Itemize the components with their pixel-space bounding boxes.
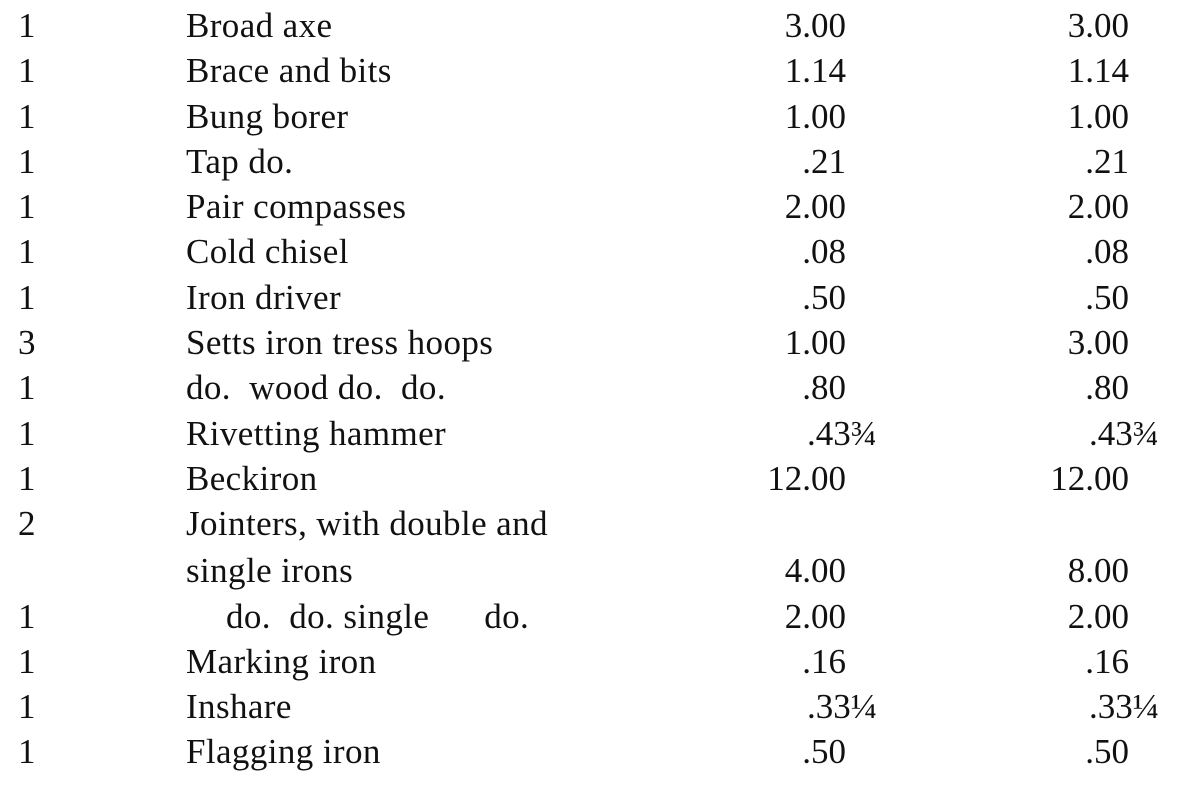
list-item bbox=[0, 139, 1179, 184]
quantity: 1 bbox=[18, 368, 36, 408]
unit-price: .33¼ bbox=[807, 687, 877, 727]
item-name: Jointers, with double and bbox=[186, 504, 548, 544]
quantity: 2 bbox=[18, 504, 36, 544]
quantity: 1 bbox=[18, 732, 36, 772]
list-item bbox=[0, 48, 1179, 93]
unit-price: 2.00 bbox=[784, 596, 846, 636]
item-name: do. do. single do. bbox=[226, 596, 530, 636]
list-item bbox=[0, 229, 1179, 274]
item-name: Iron driver bbox=[186, 277, 342, 317]
quantity: 1 bbox=[18, 277, 36, 317]
list-item bbox=[0, 365, 1179, 410]
line-total: .21 bbox=[1085, 141, 1129, 181]
quantity: 1 bbox=[18, 51, 36, 91]
quantity: 1 bbox=[18, 458, 36, 498]
unit-price: .21 bbox=[802, 141, 846, 181]
line-total: .80 bbox=[1085, 368, 1129, 408]
item-name: Rivetting hammer bbox=[186, 413, 447, 453]
quantity: 1 bbox=[18, 187, 36, 227]
item-name: Setts iron tress hoops bbox=[186, 323, 494, 363]
item-name: Inshare bbox=[186, 687, 292, 727]
line-total: .33¼ bbox=[1089, 687, 1159, 727]
quantity: 1 bbox=[18, 641, 36, 681]
item-name: Broad axe bbox=[186, 6, 333, 45]
item-name: Bung borer bbox=[186, 96, 349, 136]
line-total: 3.00 bbox=[1067, 6, 1129, 45]
unit-price: .50 bbox=[802, 732, 846, 772]
quantity: 1 bbox=[18, 596, 36, 636]
item-name: do. wood do. do. bbox=[186, 368, 446, 408]
list-item bbox=[0, 594, 1179, 639]
list-item bbox=[0, 456, 1179, 501]
line-total: 12.00 bbox=[1050, 458, 1129, 498]
list-item bbox=[0, 184, 1179, 229]
quantity: 1 bbox=[18, 687, 36, 727]
tool-price-list bbox=[0, 3, 1179, 775]
list-item bbox=[0, 639, 1179, 684]
line-total: 2.00 bbox=[1067, 596, 1129, 636]
line-total: 3.00 bbox=[1067, 323, 1129, 363]
item-name-continued: single irons bbox=[186, 551, 354, 591]
quantity: 1 bbox=[18, 96, 36, 136]
line-total: 8.00 bbox=[1067, 551, 1129, 591]
list-item bbox=[0, 94, 1179, 139]
item-name: Cold chisel bbox=[186, 232, 349, 272]
line-total: 2.00 bbox=[1067, 187, 1129, 227]
unit-price: 1.00 bbox=[784, 323, 846, 363]
list-item bbox=[0, 411, 1179, 456]
line-total: 1.00 bbox=[1067, 96, 1129, 136]
item-name: Marking iron bbox=[186, 641, 377, 681]
unit-price: .16 bbox=[802, 641, 846, 681]
line-total: .08 bbox=[1085, 232, 1129, 272]
list-item bbox=[0, 320, 1179, 365]
unit-price: .80 bbox=[802, 368, 846, 408]
line-total: .16 bbox=[1085, 641, 1129, 681]
list-item bbox=[0, 501, 1179, 548]
unit-price: 3.00 bbox=[784, 6, 846, 45]
list-item bbox=[0, 275, 1179, 320]
unit-price: .50 bbox=[802, 277, 846, 317]
list-item bbox=[0, 684, 1179, 729]
quantity: 1 bbox=[18, 232, 36, 272]
quantity: 1 bbox=[18, 141, 36, 181]
quantity: 1 bbox=[18, 6, 36, 45]
item-name: Beckiron bbox=[186, 458, 318, 498]
item-name: Tap do. bbox=[186, 141, 294, 181]
line-total: .50 bbox=[1085, 732, 1129, 772]
item-name: Flagging iron bbox=[186, 732, 381, 772]
unit-price: 12.00 bbox=[767, 458, 846, 498]
item-name: Brace and bits bbox=[186, 51, 392, 91]
line-total: .43¾ bbox=[1089, 413, 1159, 453]
line-total: .50 bbox=[1085, 277, 1129, 317]
unit-price: 1.00 bbox=[784, 96, 846, 136]
unit-price: .43¾ bbox=[807, 413, 877, 453]
list-item bbox=[0, 729, 1179, 774]
unit-price: 4.00 bbox=[784, 551, 846, 591]
unit-price: 1.14 bbox=[784, 51, 846, 91]
list-item bbox=[0, 3, 1179, 48]
quantity: 3 bbox=[18, 323, 36, 363]
line-total: 1.14 bbox=[1067, 51, 1129, 91]
unit-price: 2.00 bbox=[784, 187, 846, 227]
unit-price: .08 bbox=[802, 232, 846, 272]
list-item-continuation bbox=[0, 548, 1179, 593]
item-name: Pair compasses bbox=[186, 187, 407, 227]
quantity: 1 bbox=[18, 413, 36, 453]
